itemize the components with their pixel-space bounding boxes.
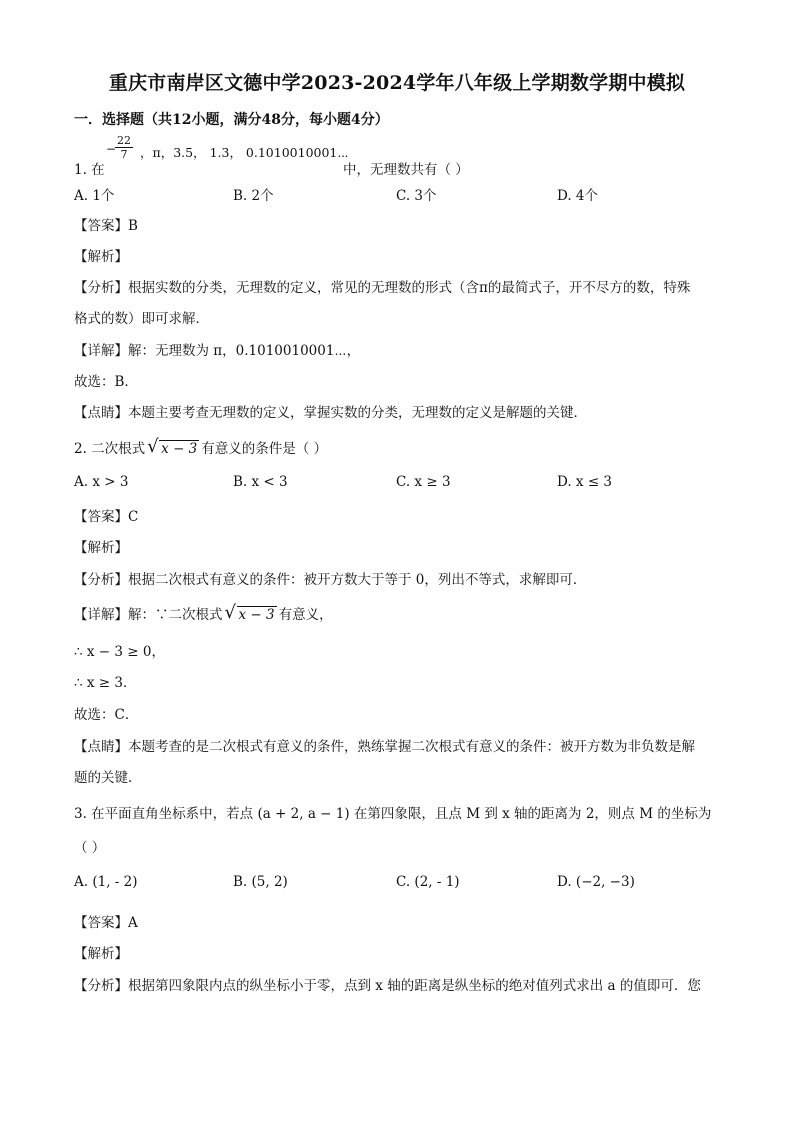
q3-option-b: B. (5, 2) bbox=[233, 874, 288, 890]
q1-prefix: 1. 在 bbox=[74, 162, 105, 178]
q1-detail: 【详解】解：无理数为 π，0.1010010001⋯， bbox=[74, 343, 361, 359]
q1-numbers: ，π，3.5， 1.3， 0.1010010001⋯ bbox=[140, 145, 349, 160]
radical-sign: √ bbox=[224, 602, 236, 623]
q1-choose: 故选：B． bbox=[74, 374, 138, 390]
q3-analysis-label: 【解析】 bbox=[74, 946, 128, 962]
q2-choose: 故选：C． bbox=[74, 707, 139, 723]
q2-option-c: C. x ≥ 3 bbox=[396, 474, 451, 490]
q3-option-d: D. (−2, −3) bbox=[557, 874, 635, 890]
q2-answer: 【答案】C bbox=[74, 509, 139, 525]
fraction-denominator: 7 bbox=[120, 148, 128, 161]
q1-option-b: B. 2个 bbox=[233, 188, 274, 204]
radicand: x − 3 bbox=[238, 607, 275, 623]
q2-stem bbox=[74, 437, 327, 457]
sqrt-expression bbox=[224, 602, 277, 623]
q2-option-d: D. x ≤ 3 bbox=[557, 474, 613, 490]
page-title: 重庆市南岸区文德中学2023-2024学年八年级上学期数学期中模拟 bbox=[108, 72, 686, 94]
sqrt-expression bbox=[147, 436, 199, 457]
q2-suffix: 有意义的条件是（ ） bbox=[201, 441, 328, 457]
q1-comment: 【点睛】本题主要考查无理数的定义，掌握实数的分类，无理数的定义是解题的关键． bbox=[74, 405, 587, 421]
fraction-numerator: 22 bbox=[117, 134, 131, 147]
q3-fenxi: 【分析】根据第四象限内点的纵坐标小于零，点到 x 轴的距离是纵坐标的绝对值列式求出 a 的值即可．您 bbox=[74, 978, 701, 994]
q2-comment-line1: 【点睛】本题考查的是二次根式有意义的条件，熟练掌握二次根式有意义的条件：被开方数为非负数是解 bbox=[74, 739, 695, 755]
q1-option-a: A. 1个 bbox=[74, 188, 115, 204]
q2-option-a: A. x > 3 bbox=[74, 474, 129, 490]
radical-sign: √ bbox=[147, 436, 159, 457]
q2-detail-suffix: 有意义， bbox=[278, 607, 333, 623]
q3-bracket: （ ） bbox=[74, 840, 106, 856]
q2-step1: ∴ x − 3 ≥ 0， bbox=[74, 644, 165, 660]
q3-option-c: C. (2, - 1) bbox=[396, 874, 460, 890]
q1-suffix: 中，无理数共有（ ） bbox=[343, 162, 469, 178]
q2-detail bbox=[74, 603, 333, 623]
section-heading: 一．选择题（共12小题，满分48分，每小题4分） bbox=[74, 112, 389, 128]
fraction bbox=[106, 134, 133, 161]
q2-prefix: 2. 二次根式 bbox=[74, 441, 146, 457]
q1-answer: 【答案】B bbox=[74, 218, 138, 234]
q1-option-d: D. 4个 bbox=[557, 188, 599, 204]
q2-fenxi: 【分析】根据二次根式有意义的条件：被开方数大于等于 0，列出不等式，求解即可． bbox=[74, 572, 587, 588]
q3-stem: 3. 在平面直角坐标系中，若点 (a + 2, a − 1) 在第四象限，且点 M 到 x 轴的距离为 2，则点 M 的坐标为 bbox=[74, 806, 712, 822]
q1-fenxi-line2: 格式的数）即可求解． bbox=[74, 311, 209, 327]
q2-analysis-label: 【解析】 bbox=[74, 540, 128, 556]
q2-step2: ∴ x ≥ 3． bbox=[74, 675, 137, 691]
q3-option-a: A. (1, - 2) bbox=[74, 874, 138, 890]
q1-analysis-label: 【解析】 bbox=[74, 249, 128, 265]
q2-option-b: B. x < 3 bbox=[233, 474, 288, 490]
q1-fenxi-line1: 【分析】根据实数的分类，无理数的定义，常见的无理数的形式（含π的最简式子，开不尽方的数，特殊 bbox=[74, 280, 691, 296]
q1-option-c: C. 3个 bbox=[396, 188, 437, 204]
minus-sign: − bbox=[106, 142, 117, 156]
q2-detail-prefix: 【详解】解：∵二次根式 bbox=[74, 607, 223, 623]
radicand: x − 3 bbox=[161, 441, 198, 457]
q2-comment-line2: 题的关键． bbox=[74, 770, 142, 786]
q3-answer: 【答案】A bbox=[74, 915, 138, 931]
